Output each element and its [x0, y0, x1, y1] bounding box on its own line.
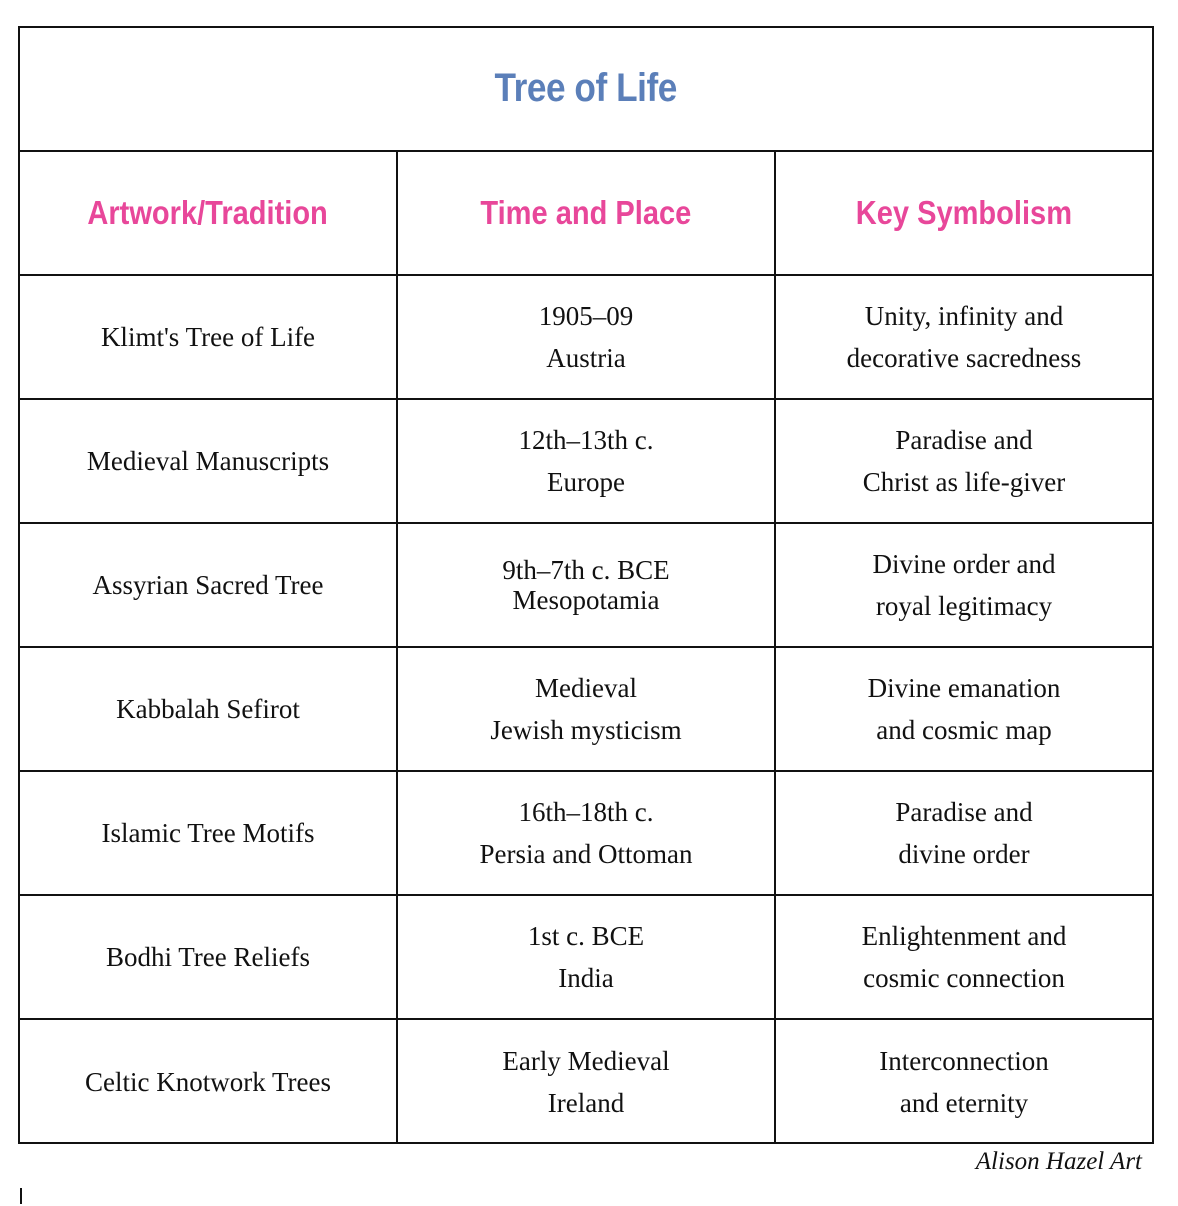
time-line: Medieval: [535, 673, 637, 703]
symbolism-line-2: decorative sacredness: [846, 343, 1082, 373]
place-line: Austria: [546, 343, 626, 373]
symbolism-cell: [776, 1020, 1152, 1144]
symbolism-line-2: Christ as life-giver: [862, 467, 1066, 497]
header-cell-symbolism: [776, 152, 1152, 274]
symbolism-line-1: Paradise and: [895, 797, 1033, 827]
artwork-name: Kabbalah Sefirot: [116, 694, 300, 724]
symbolism-line-1: Unity, infinity and: [864, 301, 1064, 331]
table-row: [20, 276, 1152, 400]
time-place-cell: [398, 648, 776, 770]
artwork-cell: [20, 648, 398, 770]
artwork-cell: [20, 524, 398, 646]
symbolism-line-1: Divine emanation: [867, 673, 1061, 703]
symbolism-line-2: divine order: [898, 839, 1030, 869]
table-row: [20, 524, 1152, 648]
time-line: 12th–13th c.: [518, 425, 654, 455]
header-cell-artwork: [20, 152, 398, 274]
symbolism-cell: [776, 276, 1152, 398]
table-row: [20, 400, 1152, 524]
time-line: 1905–09: [538, 301, 634, 331]
place-line: Jewish mysticism: [490, 715, 682, 745]
artwork-name: Celtic Knotwork Trees: [85, 1067, 331, 1097]
artwork-name: Medieval Manuscripts: [86, 446, 330, 476]
header-cell-time-place: [398, 152, 776, 274]
time-place-cell: [398, 772, 776, 894]
symbolism-cell: [776, 896, 1152, 1018]
table-row: [20, 648, 1152, 772]
artwork-name: Bodhi Tree Reliefs: [105, 942, 310, 972]
artwork-cell: [20, 276, 398, 398]
artwork-name: Assyrian Sacred Tree: [92, 570, 324, 600]
title-row: [20, 28, 1152, 152]
text-cursor: [20, 1188, 22, 1204]
symbolism-cell: [776, 400, 1152, 522]
symbolism-line-2: and cosmic map: [876, 715, 1052, 745]
place-line: Persia and Ottoman: [479, 839, 693, 869]
table-row: [20, 1020, 1152, 1144]
symbolism-line-2: and eternity: [899, 1088, 1029, 1118]
symbolism-line-2: cosmic connection: [863, 963, 1065, 993]
time-line: 9th–7th c. BCE: [502, 555, 670, 585]
symbolism-line-1: Paradise and: [895, 425, 1033, 455]
table-row: [20, 772, 1152, 896]
symbolism-line-1: Interconnection: [879, 1046, 1049, 1076]
place-line: Mesopotamia: [512, 585, 660, 615]
header-symbolism-label: Key Symbolism: [855, 194, 1073, 231]
symbolism-line-1: Divine order and: [872, 549, 1056, 579]
symbolism-line-1: Enlightenment and: [861, 921, 1067, 951]
header-row: [20, 152, 1152, 276]
symbolism-cell: [776, 648, 1152, 770]
symbolism-cell: [776, 772, 1152, 894]
table-grid: [20, 152, 1152, 1142]
time-place-cell: [398, 896, 776, 1018]
table-title: Tree of Life: [494, 65, 678, 110]
time-place-cell: [398, 276, 776, 398]
time-place-cell: [398, 1020, 776, 1144]
artwork-cell: [20, 896, 398, 1018]
time-line: 16th–18th c.: [518, 797, 654, 827]
place-line: Ireland: [547, 1088, 625, 1118]
header-artwork-label: Artwork/Tradition: [87, 194, 329, 231]
place-line: Europe: [547, 467, 625, 497]
symbolism-line-2: royal legitimacy: [875, 591, 1053, 621]
artwork-name: Islamic Tree Motifs: [101, 818, 315, 848]
header-time-place-label: Time and Place: [480, 194, 692, 231]
artwork-cell: [20, 772, 398, 894]
time-place-cell: [398, 400, 776, 522]
tree-of-life-table: [18, 26, 1154, 1144]
artwork-cell: [20, 400, 398, 522]
time-line: Early Medieval: [502, 1046, 670, 1076]
artwork-cell: [20, 1020, 398, 1144]
artwork-name: Klimt's Tree of Life: [100, 322, 316, 352]
time-place-cell: [398, 524, 776, 646]
symbolism-cell: [776, 524, 1152, 646]
table-row: [20, 896, 1152, 1020]
place-line: India: [558, 963, 614, 993]
time-line: 1st c. BCE: [527, 921, 645, 951]
artist-signature: Alison Hazel Art: [975, 1148, 1142, 1175]
